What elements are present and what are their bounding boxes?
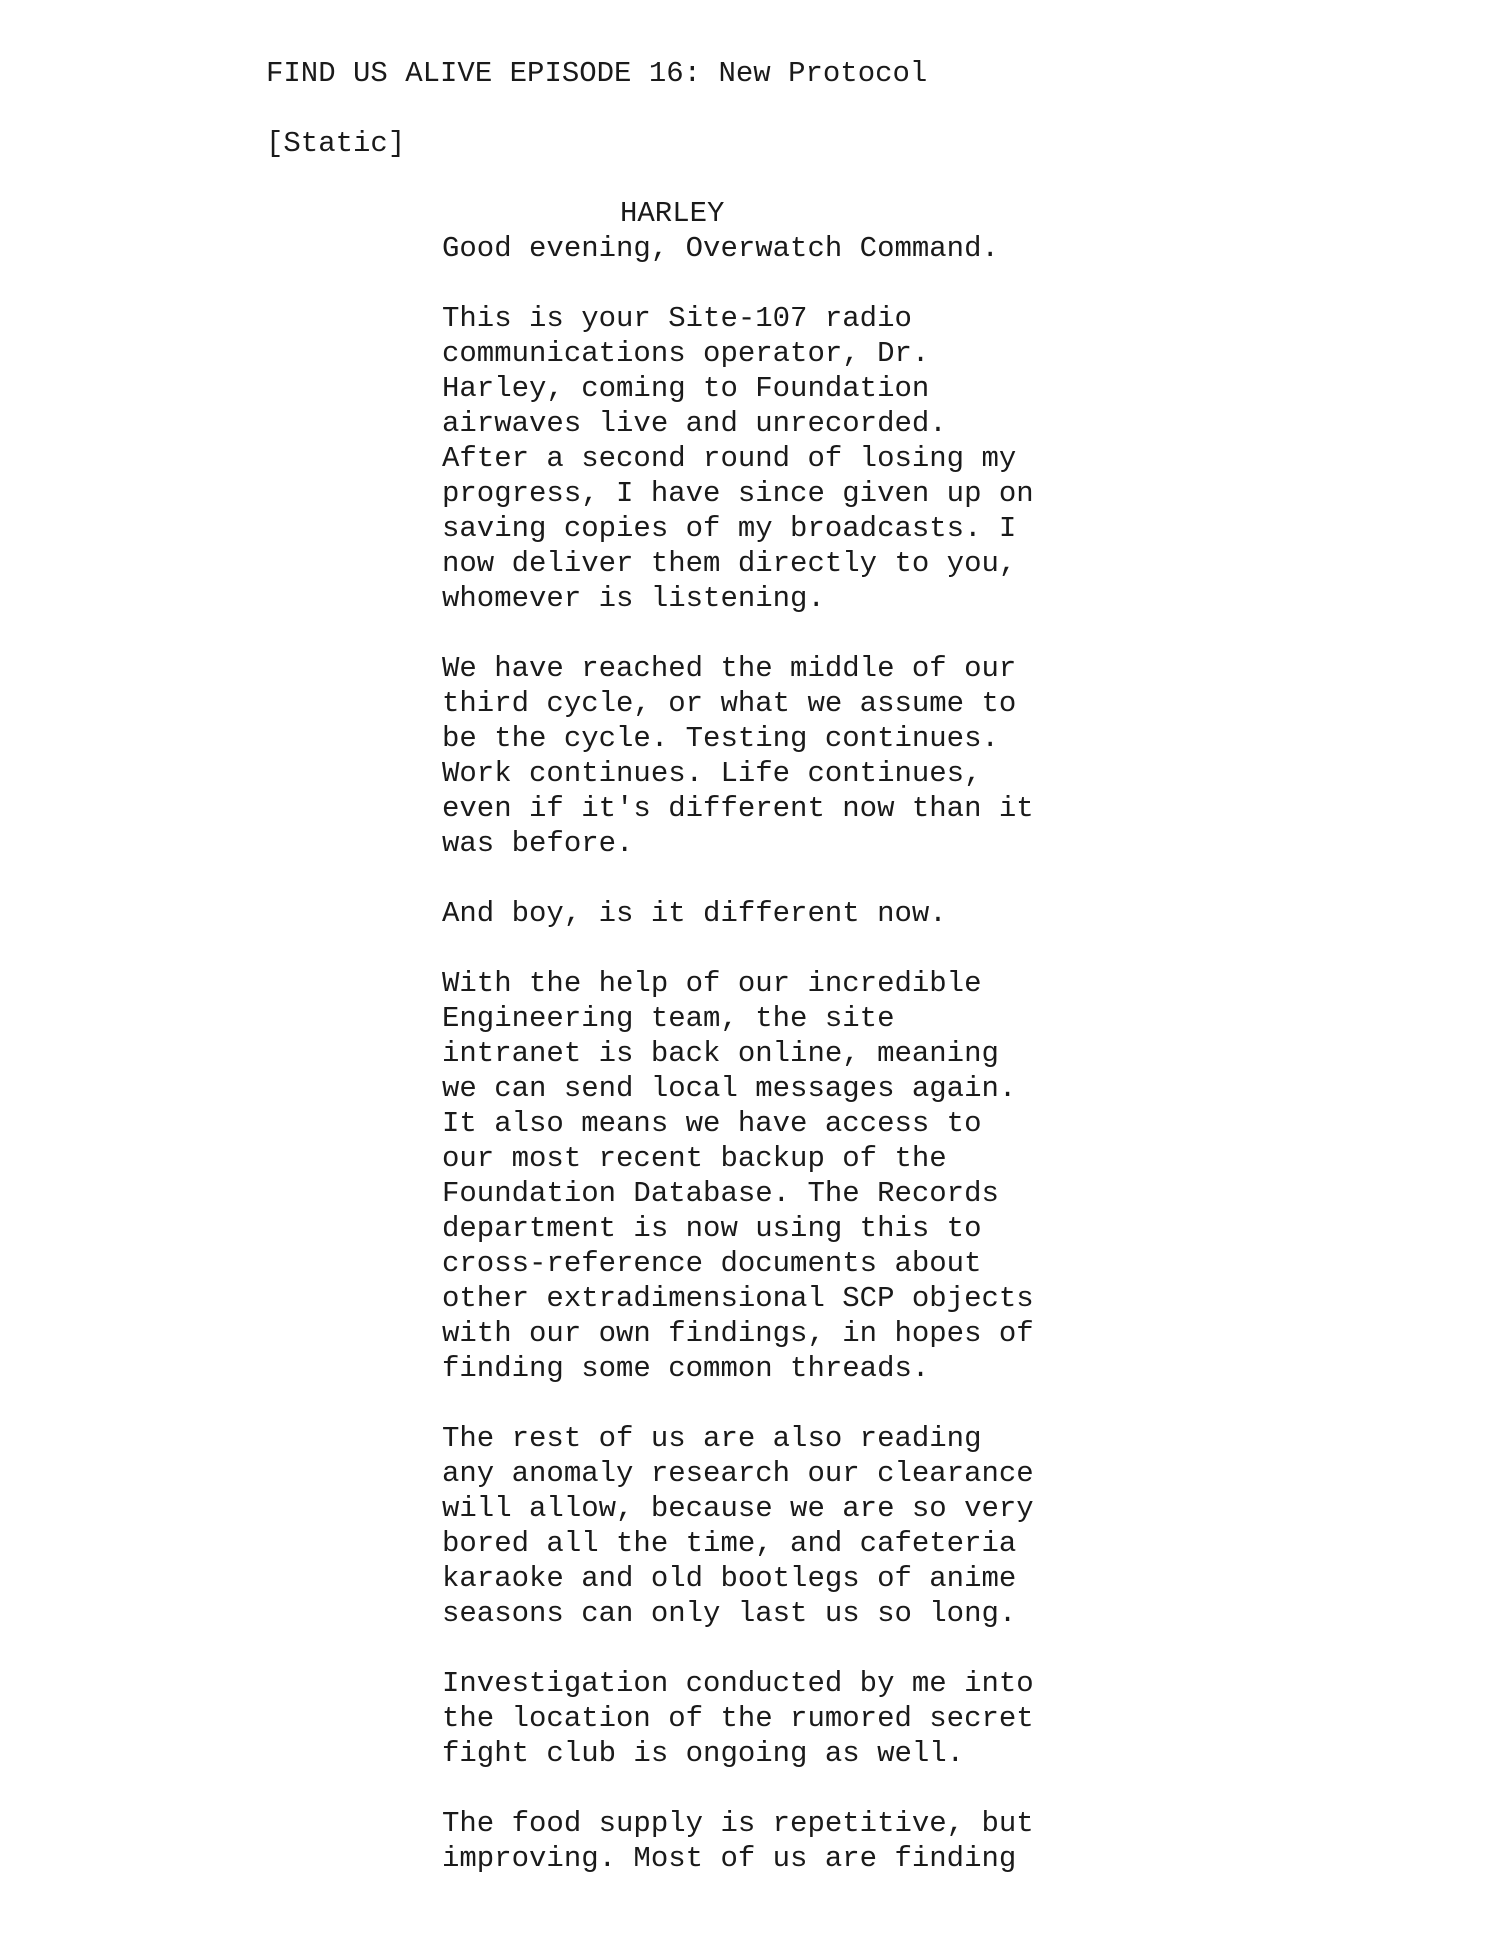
dialogue-paragraph: Good evening, Overwatch Command. xyxy=(442,232,999,265)
dialogue-paragraph: This is your Site-107 radio communications operator, Dr. Harley, coming to Foundation airwaves live and unrecorded. After a second round of losing my progress, I have since given up on saving copies of my broadcasts. I now deliver them directly to you, whomever is listening. xyxy=(442,302,1034,615)
dialogue-paragraph: The rest of us are also reading any anomaly research our clearance will allow, because we are so very bored all the time, and cafeteria karaoke and old bootlegs of anime seasons can only last us so long. xyxy=(442,1422,1034,1630)
character-name: HARLEY xyxy=(620,197,725,230)
stage-direction: [Static] xyxy=(266,127,406,160)
dialogue-block xyxy=(442,231,1242,1911)
dialogue-paragraph: And boy, is it different now. xyxy=(442,897,947,930)
dialogue-paragraph: We have reached the middle of our third cycle, or what we assume to be the cycle. Testing continues. Work continues. Life continues, even if it's different now than it was before. xyxy=(442,652,1034,860)
dialogue-paragraph: Investigation conducted by me into the location of the rumored secret fight club is ongoing as well. xyxy=(442,1667,1034,1770)
episode-title: FIND US ALIVE EPISODE 16: New Protocol xyxy=(266,57,928,90)
dialogue-paragraph: With the help of our incredible Engineering team, the site intranet is back online, meaning we can send local messages again. It also means we have access to our most recent backup of the Foundation Database. The Records department is now using this to cross-reference documents about other extradimensional SCP objects with our own findings, in hopes of finding some common threads. xyxy=(442,967,1034,1385)
dialogue-paragraph: The food supply is repetitive, but improving. Most of us are finding xyxy=(442,1807,1034,1875)
